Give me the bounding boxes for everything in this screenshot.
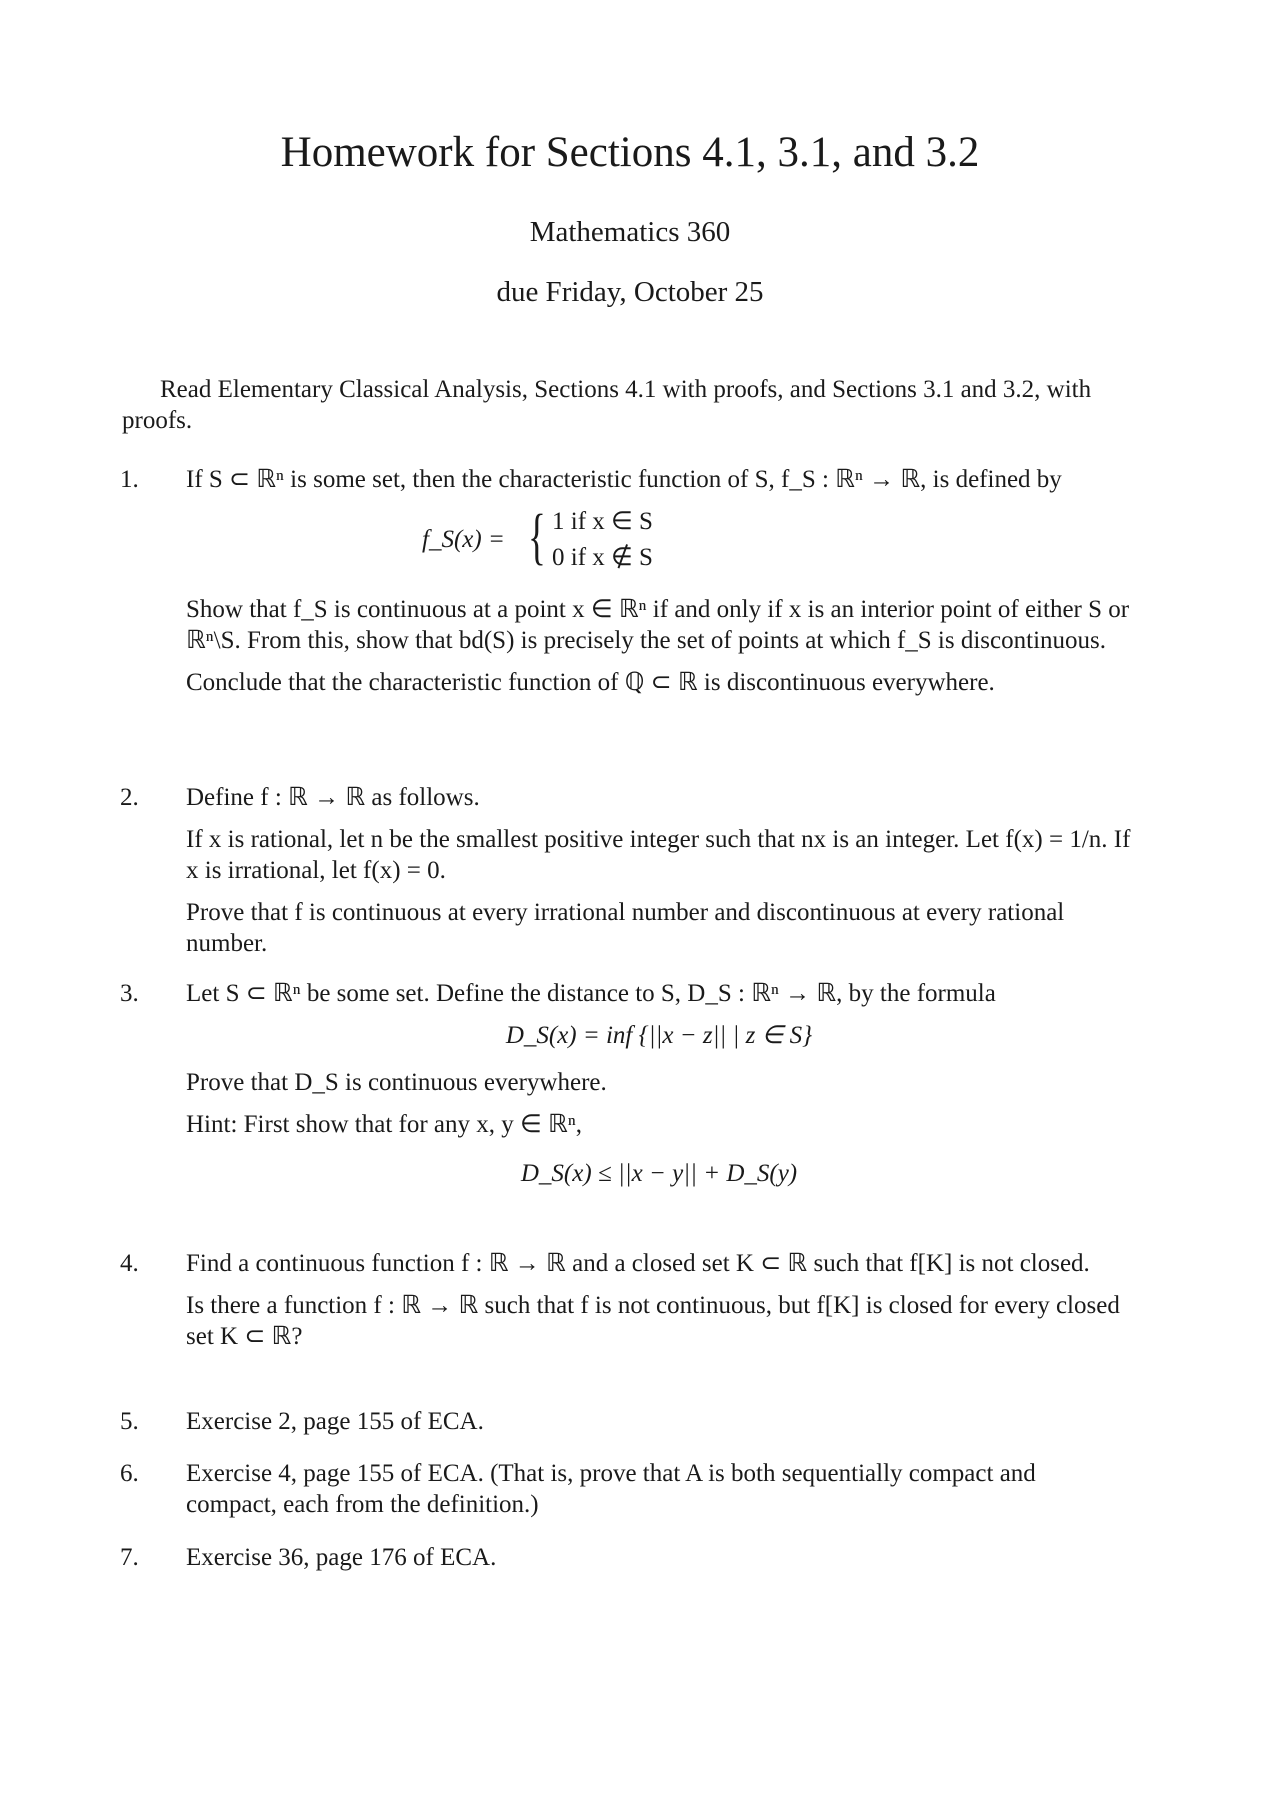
- problem-text: Exercise 2, page 155 of ECA.: [186, 1408, 484, 1435]
- hint-formula: D_S(x) ≤ ||x − y|| + D_S(y): [520, 1160, 798, 1187]
- problem-text: Prove that f is continuous at every irrational number and discontinuous at every rational number.: [186, 899, 1065, 957]
- formula-case-1: 1 if x ∈ S: [552, 508, 653, 535]
- problem-number: 4.: [120, 1250, 139, 1277]
- problem-number: 3.: [120, 980, 139, 1007]
- problem-text: Define f : ℝ → ℝ as follows.: [186, 784, 480, 811]
- intro-paragraph: Read Elementary Classical Analysis, Sections 4.1 with proofs, and Sections 3.1 and 3.2, with proofs.: [122, 376, 1092, 434]
- due-date: due Friday, October 25: [496, 276, 764, 308]
- problem-text: If S ⊂ ℝⁿ is some set, then the characteristic function of S, f_S : ℝⁿ → ℝ, is defined by: [186, 466, 1062, 493]
- problem-text: Show that f_S is continuous at a point x ∈ ℝⁿ if and only if x is an interior point of either S or ℝⁿ\S. From this, show that bd(S) is precisely the set of points at which f_S is discontinuous.: [186, 596, 1130, 654]
- problem-text: Find a continuous function f : ℝ → ℝ and a closed set K ⊂ ℝ such that f[K] is not closed.: [186, 1250, 1090, 1277]
- problem-number: 2.: [120, 784, 139, 811]
- problem-text: Exercise 36, page 176 of ECA.: [186, 1544, 497, 1571]
- problem-number: 5.: [120, 1408, 139, 1435]
- problem-text: Let S ⊂ ℝⁿ be some set. Define the distance to S, D_S : ℝⁿ → ℝ, by the formula: [186, 980, 996, 1007]
- problem-1: [120, 464, 1132, 709]
- problem-text: Conclude that the characteristic function of ℚ ⊂ ℝ is discontinuous everywhere.: [186, 669, 995, 696]
- formula-lhs: f_S(x) =: [422, 526, 505, 553]
- page-title: Homework for Sections 4.1, 3.1, and 3.2: [280, 129, 980, 176]
- problem-text: Hint: First show that for any x, y ∈ ℝⁿ,: [186, 1111, 582, 1138]
- problem-2: [120, 782, 1132, 970]
- problem-7: [120, 1542, 1132, 1584]
- problem-text: Prove that D_S is continuous everywhere.: [186, 1069, 607, 1096]
- problem-6: [120, 1458, 1132, 1531]
- distance-formula: D_S(x) = inf {||x − z|| | z ∈ S}: [505, 1022, 813, 1049]
- problem-number: 1.: [120, 466, 139, 493]
- problem-text: Exercise 4, page 155 of ECA. (That is, prove that A is both sequentially compact and compact, each from the definition.): [186, 1460, 1036, 1518]
- characteristic-function-formula: [422, 503, 822, 576]
- problem-4: [120, 1248, 1132, 1363]
- course-name: Mathematics 360: [529, 216, 731, 248]
- left-brace: {: [527, 503, 546, 571]
- formula-case-2: 0 if x ∉ S: [552, 544, 653, 571]
- problem-5: [120, 1406, 1132, 1448]
- problem-text: Is there a function f : ℝ → ℝ such that f is not continuous, but f[K] is closed for every closed set K ⊂ ℝ?: [186, 1292, 1120, 1350]
- problem-number: 7.: [120, 1544, 139, 1571]
- problem-number: 6.: [120, 1460, 139, 1487]
- problem-3: [120, 978, 1132, 1205]
- problem-text: If x is rational, let n be the smallest positive integer such that nx is an integer. Let f(x) = 1/n. If x is irrational, let f(x) = 0.: [186, 826, 1131, 884]
